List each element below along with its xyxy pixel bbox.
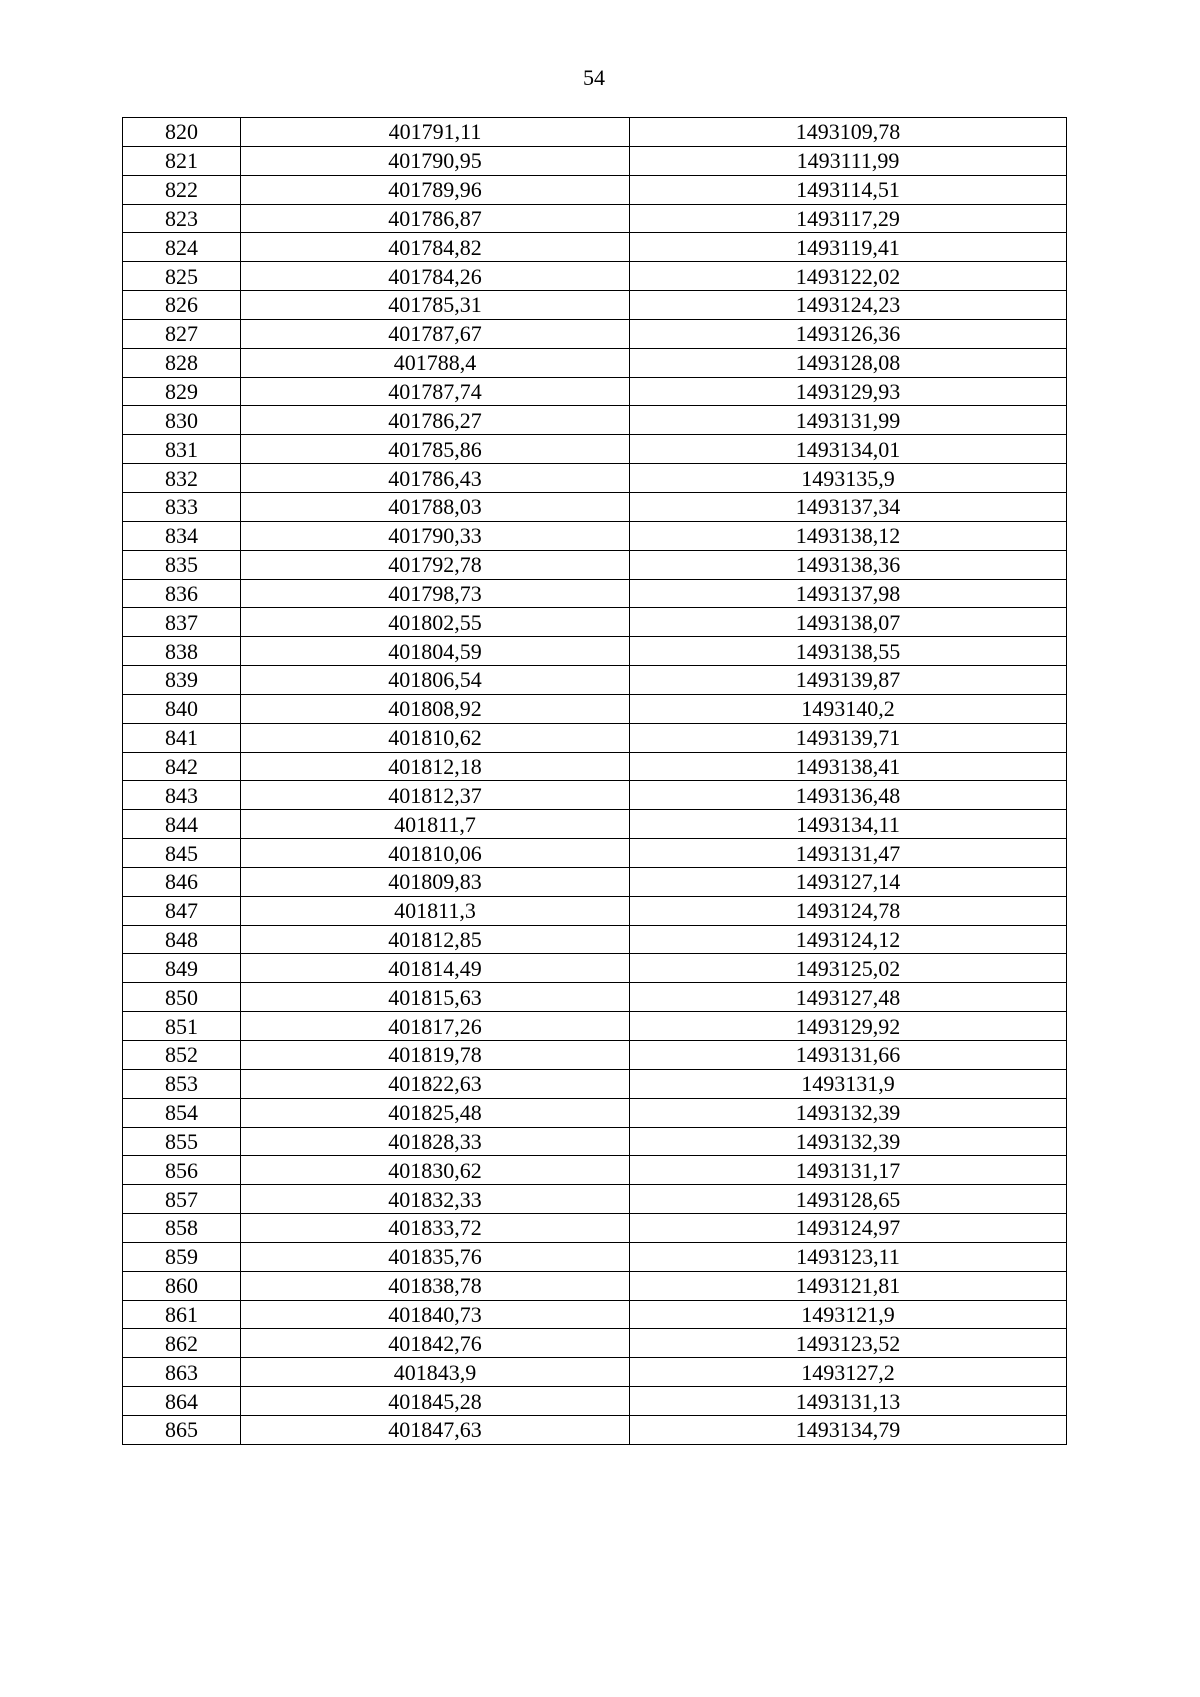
y-coordinate-cell: 1493124,12 xyxy=(630,925,1067,954)
table-row xyxy=(123,896,1067,925)
y-coordinate-cell: 1493109,78 xyxy=(630,118,1067,147)
x-coordinate-cell: 401817,26 xyxy=(241,1012,630,1041)
table-row xyxy=(123,752,1067,781)
y-coordinate-cell: 1493138,55 xyxy=(630,637,1067,666)
x-coordinate-cell: 401819,78 xyxy=(241,1041,630,1070)
y-coordinate-cell: 1493124,23 xyxy=(630,291,1067,320)
y-coordinate-cell: 1493134,01 xyxy=(630,435,1067,464)
point-number-cell: 835 xyxy=(123,550,241,579)
x-coordinate-cell: 401786,43 xyxy=(241,464,630,493)
y-coordinate-cell: 1493117,29 xyxy=(630,204,1067,233)
table-row xyxy=(123,146,1067,175)
y-coordinate-cell: 1493128,65 xyxy=(630,1185,1067,1214)
y-coordinate-cell: 1493129,92 xyxy=(630,1012,1067,1041)
x-coordinate-cell: 401840,73 xyxy=(241,1300,630,1329)
x-coordinate-cell: 401787,67 xyxy=(241,319,630,348)
y-coordinate-cell: 1493124,78 xyxy=(630,896,1067,925)
point-number-cell: 852 xyxy=(123,1041,241,1070)
point-number-cell: 829 xyxy=(123,377,241,406)
table-row xyxy=(123,1300,1067,1329)
point-number-cell: 863 xyxy=(123,1358,241,1387)
point-number-cell: 821 xyxy=(123,146,241,175)
table-row xyxy=(123,579,1067,608)
point-number-cell: 845 xyxy=(123,839,241,868)
point-number-cell: 861 xyxy=(123,1300,241,1329)
x-coordinate-cell: 401842,76 xyxy=(241,1329,630,1358)
x-coordinate-cell: 401790,33 xyxy=(241,521,630,550)
point-number-cell: 827 xyxy=(123,319,241,348)
table-row xyxy=(123,492,1067,521)
y-coordinate-cell: 1493138,41 xyxy=(630,752,1067,781)
table-row xyxy=(123,925,1067,954)
point-number-cell: 830 xyxy=(123,406,241,435)
x-coordinate-cell: 401786,27 xyxy=(241,406,630,435)
point-number-cell: 822 xyxy=(123,175,241,204)
table-row xyxy=(123,867,1067,896)
x-coordinate-cell: 401828,33 xyxy=(241,1127,630,1156)
table-row xyxy=(123,1156,1067,1185)
x-coordinate-cell: 401810,62 xyxy=(241,723,630,752)
table-row xyxy=(123,175,1067,204)
table-row xyxy=(123,118,1067,147)
x-coordinate-cell: 401847,63 xyxy=(241,1415,630,1444)
x-coordinate-cell: 401784,82 xyxy=(241,233,630,262)
y-coordinate-cell: 1493137,34 xyxy=(630,492,1067,521)
point-number-cell: 850 xyxy=(123,983,241,1012)
table-row xyxy=(123,1387,1067,1416)
table-row xyxy=(123,666,1067,695)
x-coordinate-cell: 401788,03 xyxy=(241,492,630,521)
y-coordinate-cell: 1493111,99 xyxy=(630,146,1067,175)
x-coordinate-cell: 401812,85 xyxy=(241,925,630,954)
table-row xyxy=(123,377,1067,406)
y-coordinate-cell: 1493114,51 xyxy=(630,175,1067,204)
table-row xyxy=(123,233,1067,262)
coordinates-table xyxy=(122,117,1067,1445)
x-coordinate-cell: 401792,78 xyxy=(241,550,630,579)
x-coordinate-cell: 401810,06 xyxy=(241,839,630,868)
table-row xyxy=(123,1041,1067,1070)
point-number-cell: 838 xyxy=(123,637,241,666)
table-row xyxy=(123,694,1067,723)
point-number-cell: 842 xyxy=(123,752,241,781)
y-coordinate-cell: 1493127,14 xyxy=(630,867,1067,896)
table-row xyxy=(123,1329,1067,1358)
table-row xyxy=(123,608,1067,637)
y-coordinate-cell: 1493139,87 xyxy=(630,666,1067,695)
point-number-cell: 833 xyxy=(123,492,241,521)
point-number-cell: 862 xyxy=(123,1329,241,1358)
point-number-cell: 854 xyxy=(123,1098,241,1127)
y-coordinate-cell: 1493131,47 xyxy=(630,839,1067,868)
y-coordinate-cell: 1493138,36 xyxy=(630,550,1067,579)
x-coordinate-cell: 401812,37 xyxy=(241,781,630,810)
point-number-cell: 825 xyxy=(123,262,241,291)
point-number-cell: 834 xyxy=(123,521,241,550)
table-row xyxy=(123,983,1067,1012)
x-coordinate-cell: 401787,74 xyxy=(241,377,630,406)
table-row xyxy=(123,781,1067,810)
y-coordinate-cell: 1493138,12 xyxy=(630,521,1067,550)
x-coordinate-cell: 401784,26 xyxy=(241,262,630,291)
x-coordinate-cell: 401835,76 xyxy=(241,1242,630,1271)
y-coordinate-cell: 1493129,93 xyxy=(630,377,1067,406)
table-row xyxy=(123,319,1067,348)
x-coordinate-cell: 401798,73 xyxy=(241,579,630,608)
x-coordinate-cell: 401809,83 xyxy=(241,867,630,896)
y-coordinate-cell: 1493123,52 xyxy=(630,1329,1067,1358)
x-coordinate-cell: 401786,87 xyxy=(241,204,630,233)
table-row xyxy=(123,521,1067,550)
y-coordinate-cell: 1493127,2 xyxy=(630,1358,1067,1387)
x-coordinate-cell: 401808,92 xyxy=(241,694,630,723)
point-number-cell: 840 xyxy=(123,694,241,723)
x-coordinate-cell: 401802,55 xyxy=(241,608,630,637)
y-coordinate-cell: 1493132,39 xyxy=(630,1098,1067,1127)
point-number-cell: 846 xyxy=(123,867,241,896)
x-coordinate-cell: 401832,33 xyxy=(241,1185,630,1214)
table-row xyxy=(123,1069,1067,1098)
x-coordinate-cell: 401804,59 xyxy=(241,637,630,666)
y-coordinate-cell: 1493134,79 xyxy=(630,1415,1067,1444)
point-number-cell: 836 xyxy=(123,579,241,608)
point-number-cell: 848 xyxy=(123,925,241,954)
y-coordinate-cell: 1493137,98 xyxy=(630,579,1067,608)
x-coordinate-cell: 401785,31 xyxy=(241,291,630,320)
table-row xyxy=(123,464,1067,493)
x-coordinate-cell: 401789,96 xyxy=(241,175,630,204)
table-row xyxy=(123,1358,1067,1387)
x-coordinate-cell: 401811,3 xyxy=(241,896,630,925)
y-coordinate-cell: 1493138,07 xyxy=(630,608,1067,637)
table-row xyxy=(123,435,1067,464)
y-coordinate-cell: 1493131,99 xyxy=(630,406,1067,435)
point-number-cell: 849 xyxy=(123,954,241,983)
table-row xyxy=(123,637,1067,666)
x-coordinate-cell: 401791,11 xyxy=(241,118,630,147)
y-coordinate-cell: 1493131,66 xyxy=(630,1041,1067,1070)
point-number-cell: 857 xyxy=(123,1185,241,1214)
table-row xyxy=(123,262,1067,291)
table-row xyxy=(123,550,1067,579)
point-number-cell: 859 xyxy=(123,1242,241,1271)
table-row xyxy=(123,839,1067,868)
point-number-cell: 831 xyxy=(123,435,241,464)
table-row xyxy=(123,1271,1067,1300)
x-coordinate-cell: 401822,63 xyxy=(241,1069,630,1098)
y-coordinate-cell: 1493125,02 xyxy=(630,954,1067,983)
y-coordinate-cell: 1493119,41 xyxy=(630,233,1067,262)
table-row xyxy=(123,1242,1067,1271)
y-coordinate-cell: 1493131,17 xyxy=(630,1156,1067,1185)
table-row xyxy=(123,291,1067,320)
x-coordinate-cell: 401845,28 xyxy=(241,1387,630,1416)
point-number-cell: 820 xyxy=(123,118,241,147)
x-coordinate-cell: 401788,4 xyxy=(241,348,630,377)
x-coordinate-cell: 401815,63 xyxy=(241,983,630,1012)
table-row xyxy=(123,810,1067,839)
table-row xyxy=(123,1214,1067,1243)
point-number-cell: 860 xyxy=(123,1271,241,1300)
table-row xyxy=(123,1098,1067,1127)
point-number-cell: 841 xyxy=(123,723,241,752)
x-coordinate-cell: 401833,72 xyxy=(241,1214,630,1243)
point-number-cell: 864 xyxy=(123,1387,241,1416)
table-row xyxy=(123,204,1067,233)
page-number: 54 xyxy=(583,65,605,90)
point-number-cell: 843 xyxy=(123,781,241,810)
point-number-cell: 853 xyxy=(123,1069,241,1098)
y-coordinate-cell: 1493140,2 xyxy=(630,694,1067,723)
point-number-cell: 828 xyxy=(123,348,241,377)
x-coordinate-cell: 401814,49 xyxy=(241,954,630,983)
point-number-cell: 847 xyxy=(123,896,241,925)
x-coordinate-cell: 401843,9 xyxy=(241,1358,630,1387)
table-row xyxy=(123,1012,1067,1041)
table-row xyxy=(123,1127,1067,1156)
y-coordinate-cell: 1493121,81 xyxy=(630,1271,1067,1300)
point-number-cell: 826 xyxy=(123,291,241,320)
y-coordinate-cell: 1493131,13 xyxy=(630,1387,1067,1416)
point-number-cell: 824 xyxy=(123,233,241,262)
y-coordinate-cell: 1493121,9 xyxy=(630,1300,1067,1329)
x-coordinate-cell: 401825,48 xyxy=(241,1098,630,1127)
x-coordinate-cell: 401806,54 xyxy=(241,666,630,695)
y-coordinate-cell: 1493124,97 xyxy=(630,1214,1067,1243)
table-row xyxy=(123,954,1067,983)
point-number-cell: 839 xyxy=(123,666,241,695)
point-number-cell: 855 xyxy=(123,1127,241,1156)
point-number-cell: 832 xyxy=(123,464,241,493)
y-coordinate-cell: 1493139,71 xyxy=(630,723,1067,752)
table-row xyxy=(123,723,1067,752)
point-number-cell: 851 xyxy=(123,1012,241,1041)
table-row xyxy=(123,1185,1067,1214)
y-coordinate-cell: 1493126,36 xyxy=(630,319,1067,348)
point-number-cell: 837 xyxy=(123,608,241,637)
table-row xyxy=(123,1415,1067,1444)
table-row xyxy=(123,348,1067,377)
point-number-cell: 856 xyxy=(123,1156,241,1185)
y-coordinate-cell: 1493132,39 xyxy=(630,1127,1067,1156)
point-number-cell: 823 xyxy=(123,204,241,233)
x-coordinate-cell: 401812,18 xyxy=(241,752,630,781)
y-coordinate-cell: 1493135,9 xyxy=(630,464,1067,493)
point-number-cell: 858 xyxy=(123,1214,241,1243)
y-coordinate-cell: 1493122,02 xyxy=(630,262,1067,291)
x-coordinate-cell: 401830,62 xyxy=(241,1156,630,1185)
y-coordinate-cell: 1493134,11 xyxy=(630,810,1067,839)
y-coordinate-cell: 1493131,9 xyxy=(630,1069,1067,1098)
y-coordinate-cell: 1493123,11 xyxy=(630,1242,1067,1271)
coordinates-table-body xyxy=(123,118,1067,1445)
y-coordinate-cell: 1493127,48 xyxy=(630,983,1067,1012)
x-coordinate-cell: 401811,7 xyxy=(241,810,630,839)
y-coordinate-cell: 1493136,48 xyxy=(630,781,1067,810)
y-coordinate-cell: 1493128,08 xyxy=(630,348,1067,377)
x-coordinate-cell: 401838,78 xyxy=(241,1271,630,1300)
point-number-cell: 844 xyxy=(123,810,241,839)
point-number-cell: 865 xyxy=(123,1415,241,1444)
table-row xyxy=(123,406,1067,435)
x-coordinate-cell: 401790,95 xyxy=(241,146,630,175)
x-coordinate-cell: 401785,86 xyxy=(241,435,630,464)
